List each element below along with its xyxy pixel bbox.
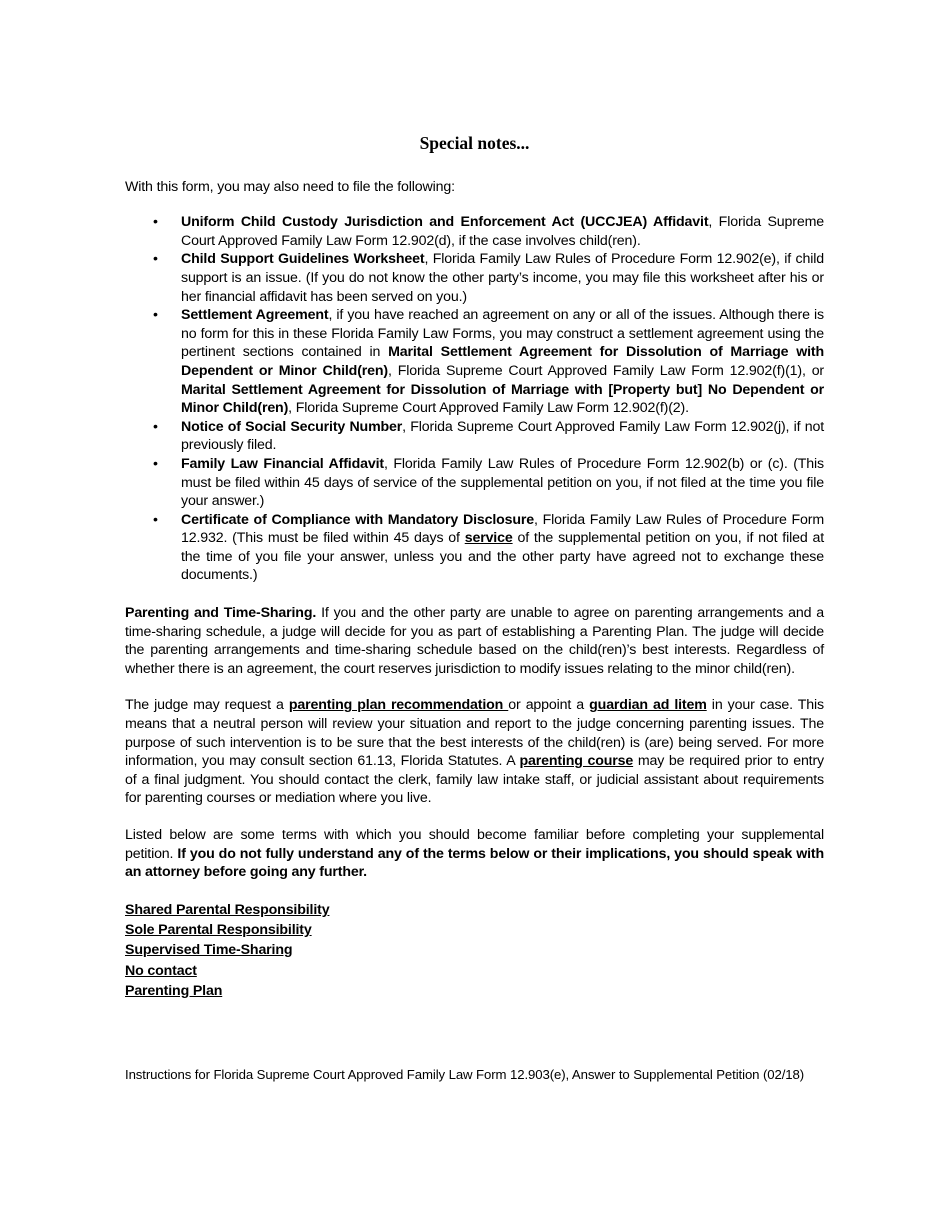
form-description: , Florida Family Law Rules of Procedure Form 12.902(e), if child support is an issue. (If you do not know the other party’s income, you may file this worksheet after his or her financial affidavit has been served on you.)	[181, 251, 824, 305]
list-item-ssn	[125, 418, 824, 455]
required-forms-list	[125, 213, 824, 585]
form-name: Notice of Social Security Number	[181, 418, 403, 435]
judge-text: may be required prior to entry of a final judgment. You should contact the clerk, family law intake staff, or judicial assistant about requirements for parenting courses or mediation where you live.	[125, 753, 824, 807]
form-description: , Florida Supreme Court Approved Family Law Form 12.902(f)(2).	[288, 400, 689, 417]
parenting-heading: Parenting and Time-Sharing.	[125, 605, 317, 622]
parenting-text: If you and the other party are unable to agree on parenting arrangements and a time-sharing schedule, a judge will decide for you as part of establishing a Parenting Plan. The judge will decide the parenting arrangements and time-sharing schedule based on the child(ren)’s best interests. Regardless of whether there is an agreement, the court reserves jurisdiction to modify issues relating to the minor child(ren).	[125, 605, 825, 677]
term-sole-parental-responsibility: Sole Parental Responsibility	[125, 922, 312, 939]
list-item-uccjea	[125, 213, 824, 250]
form-description: of the supplemental petition on you, if not filed at the time of you file your answer, unless you and the other party have agreed not to exchange these documents.)	[181, 530, 824, 584]
terms-intro-text: Listed below are some terms with which you should become familiar before completing your supplemental petition.	[125, 827, 824, 862]
term-shared-parental-responsibility: Shared Parental Responsibility	[125, 901, 330, 918]
bullet-marker: •	[153, 511, 158, 528]
bullet-marker: •	[153, 418, 158, 435]
term-parenting-course: parenting course	[519, 753, 634, 770]
form-name: Marital Settlement Agreement for Dissolution of Marriage with [Property but] No Dependent or Minor Child(ren)	[181, 381, 824, 417]
judge-text: in your case. This means that a neutral person will review your situation and report to the judge concerning parenting issues. The purpose of such intervention is to be sure that the best interests of the child(ren) is (are) being served. For more information, you may consult section 61.13, Florida Statutes. A	[125, 697, 824, 770]
intro-text: With this form, you may also need to file the following:	[125, 178, 455, 195]
page-title: Special notes...	[419, 133, 530, 153]
form-description: , Florida Supreme Court Approved Family Law Form 12.902(j), if not previously filed.	[181, 418, 824, 454]
list-item-settlement	[125, 306, 824, 418]
form-name: Family Law Financial Affidavit	[181, 455, 384, 472]
bullet-marker: •	[153, 307, 158, 324]
service-link-text: service	[464, 530, 513, 547]
list-item-child-support	[125, 250, 824, 306]
term-no-contact: No contact	[125, 962, 197, 979]
terms-list	[125, 900, 824, 1001]
attorney-warning: If you do not fully understand any of the terms below or their implications, you should speak with an attorney before going any further.	[125, 845, 824, 881]
form-name: Marital Settlement Agreement for Dissolution of Marriage with Dependent or Minor Child(ren)	[181, 344, 824, 379]
list-item-financial-affidavit	[125, 455, 824, 511]
bullet-marker: •	[153, 214, 158, 231]
form-description: , Florida Family Law Rules of Procedure Form 12.902(b) or (c). (This must be filed within 45 days of service of the supplemental petition on you, if not filed at the time you file your answer.)	[181, 455, 824, 510]
form-description: , Florida Family Law Rules of Procedure Form 12.932. (This must be filed within 45 days of	[181, 511, 824, 547]
parenting-paragraph	[125, 604, 824, 678]
term-parenting-plan-recommendation: parenting plan recommendation	[288, 697, 509, 714]
form-name: Uniform Child Custody Jurisdiction and Enforcement Act (UCCJEA) Affidavit	[181, 214, 709, 231]
term-supervised-time-sharing: Supervised Time-Sharing	[125, 942, 293, 959]
page-footer: Instructions for Florida Supreme Court Approved Family Law Form 12.903(e), Answer to Supplemental Petition (02/18)	[125, 1067, 805, 1082]
judge-text: The judge may request a	[125, 697, 289, 714]
bullet-marker: •	[153, 455, 158, 472]
form-description: , if you have reached an agreement on any or all of the issues. Although there is no form for this in these Florida Family Law Forms, you may construct a settlement agreement using the pertinent sections contained in	[181, 307, 824, 361]
form-name: Settlement Agreement	[181, 307, 329, 324]
judge-paragraph	[125, 696, 824, 808]
terms-intro-paragraph	[125, 826, 824, 882]
judge-text: or appoint a	[508, 697, 590, 714]
form-name: Child Support Guidelines Worksheet	[181, 251, 425, 268]
form-name: Certificate of Compliance with Mandatory Disclosure	[181, 511, 535, 528]
term-parenting-plan: Parenting Plan	[125, 982, 223, 999]
list-item-mandatory-disclosure	[125, 511, 824, 585]
bullet-marker: •	[153, 251, 158, 268]
form-description: , Florida Supreme Court Approved Family Law Form 12.902(d), if the case involves child(ren).	[181, 214, 824, 249]
form-description: , Florida Supreme Court Approved Family Law Form 12.902(f)(1), or	[387, 362, 825, 379]
page-content	[125, 134, 824, 1001]
term-guardian-ad-litem: guardian ad litem	[589, 697, 707, 714]
